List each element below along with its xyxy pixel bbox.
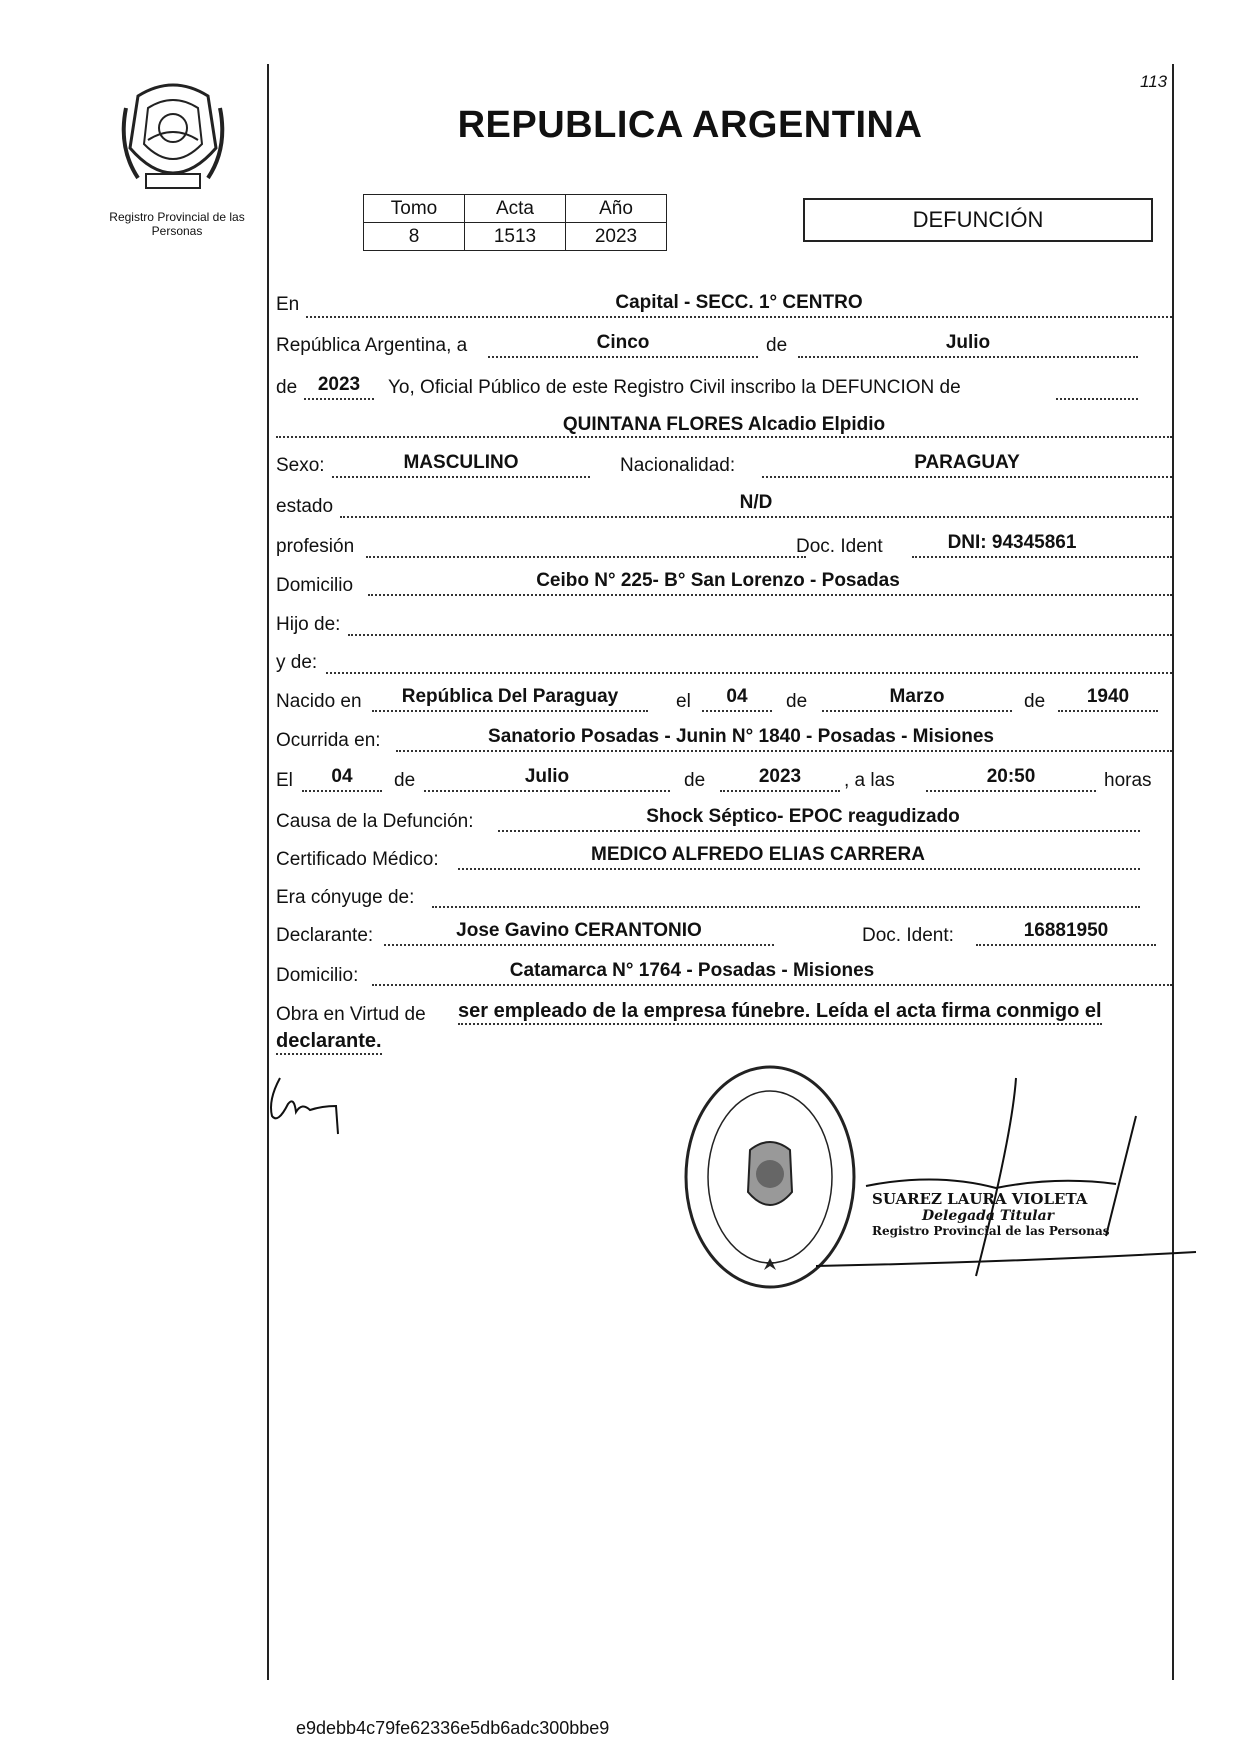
official-title: Delegada Titular bbox=[922, 1208, 1055, 1224]
record-table bbox=[363, 194, 667, 251]
anio-value: 2023 bbox=[317, 374, 361, 395]
causa-value: Shock Séptico- EPOC reagudizado bbox=[646, 806, 960, 827]
certificado-value: MEDICO ALFREDO ELIAS CARRERA bbox=[591, 844, 925, 865]
hijo-field bbox=[348, 610, 1172, 636]
row-obra bbox=[276, 1000, 1176, 1060]
profesion-label: profesión bbox=[276, 536, 355, 557]
en-label: En bbox=[276, 294, 300, 315]
row-fecha-defuncion bbox=[276, 766, 1176, 794]
obra-value-cont: declarante. bbox=[276, 1030, 382, 1055]
def-dia-value: 04 bbox=[331, 766, 353, 787]
nac-anio-value: 1940 bbox=[1086, 686, 1130, 707]
en-value: Capital - SECC. 1° CENTRO bbox=[615, 292, 863, 313]
nacido-label: Nacido en bbox=[276, 691, 362, 712]
republica-label: República Argentina, a bbox=[276, 335, 468, 356]
estado-label: estado bbox=[276, 496, 334, 517]
row-conyuge bbox=[276, 882, 1176, 910]
def-hora-value: 20:50 bbox=[986, 766, 1036, 787]
inscribo-text: Yo, Oficial Público de este Registro Civil inscribo la DEFUNCION de bbox=[388, 377, 961, 398]
acta-header: Acta bbox=[465, 195, 566, 223]
row-en bbox=[276, 292, 1176, 320]
tomo-value: 8 bbox=[364, 223, 465, 251]
def-mes-value: Julio bbox=[524, 766, 570, 787]
def-de2-label: de bbox=[684, 770, 706, 791]
row-estado bbox=[276, 492, 1176, 520]
document-hash: e9debb4c79fe62336e5db6adc300bbe9 bbox=[296, 1718, 610, 1738]
tomo-header: Tomo bbox=[364, 195, 465, 223]
mes-value: Julio bbox=[945, 332, 991, 353]
conyuge-label: Era cónyuge de: bbox=[276, 887, 415, 908]
province-seal-logo bbox=[118, 78, 228, 198]
row-inscribo bbox=[276, 374, 1176, 402]
nacionalidad-value: PARAGUAY bbox=[914, 452, 1020, 473]
acta-value: 1513 bbox=[465, 223, 566, 251]
registry-name: Registro Provincial de las Personas bbox=[109, 210, 245, 238]
official-signature-block bbox=[872, 1190, 1132, 1238]
official-signature bbox=[816, 1076, 1206, 1296]
row-profesion bbox=[276, 532, 1176, 560]
row-hijo bbox=[276, 610, 1176, 638]
nac-de2-label: de bbox=[1024, 691, 1046, 712]
official-name: SUAREZ LAURA VIOLETA bbox=[872, 1190, 1088, 1208]
row-fecha bbox=[276, 332, 1176, 360]
dia-value: Cinco bbox=[596, 332, 650, 353]
domicilio-label: Domicilio bbox=[276, 575, 354, 596]
row-ocurrida bbox=[276, 726, 1176, 754]
page-number: 113 bbox=[1140, 72, 1168, 91]
obra-label: Obra en Virtud de bbox=[276, 1004, 426, 1025]
row-nombre bbox=[276, 412, 1176, 440]
def-de1-label: de bbox=[394, 770, 416, 791]
document-type-box: DEFUNCIÓN bbox=[803, 198, 1153, 242]
row-domicilio bbox=[276, 570, 1176, 598]
sexo-label: Sexo: bbox=[276, 455, 325, 476]
domicilio2-label: Domicilio: bbox=[276, 965, 359, 986]
yde-field bbox=[326, 648, 1172, 674]
el2-label: El bbox=[276, 770, 293, 791]
yde-label: y de: bbox=[276, 652, 318, 673]
profesion-field bbox=[366, 532, 806, 558]
obra-value: ser empleado de la empresa fúnebre. Leída el acta firma conmigo el bbox=[458, 1000, 1102, 1025]
alas-label: , a las bbox=[844, 770, 895, 791]
nacido-value: República Del Paraguay bbox=[401, 686, 619, 707]
document-title: REPUBLICA ARGENTINA bbox=[457, 104, 923, 146]
doc-ident-value: DNI: 94345861 bbox=[947, 532, 1077, 553]
row-declarante bbox=[276, 920, 1176, 948]
hijo-label: Hijo de: bbox=[276, 614, 341, 635]
ocurrida-label: Ocurrida en: bbox=[276, 730, 381, 751]
row-causa bbox=[276, 806, 1176, 834]
declarante-label: Declarante: bbox=[276, 925, 374, 946]
inscribo-field bbox=[1056, 374, 1138, 400]
doc-ident-label: Doc. Ident bbox=[796, 536, 883, 557]
declarante-value: Jose Gavino CERANTONIO bbox=[456, 920, 702, 941]
nac-de1-label: de bbox=[786, 691, 808, 712]
nacionalidad-label: Nacionalidad: bbox=[620, 455, 736, 476]
row-sexo bbox=[276, 452, 1176, 480]
ocurrida-value: Sanatorio Posadas - Junin N° 1840 - Posadas - Misiones bbox=[488, 726, 994, 747]
causa-label: Causa de la Defunción: bbox=[276, 811, 474, 832]
nac-dia-value: 04 bbox=[726, 686, 748, 707]
declarant-signature bbox=[266, 1072, 366, 1142]
sexo-value: MASCULINO bbox=[403, 452, 519, 473]
row-certificado bbox=[276, 844, 1176, 872]
row-nacido bbox=[276, 686, 1176, 714]
decl-doc-label: Doc. Ident: bbox=[862, 925, 954, 946]
anio-value: 2023 bbox=[566, 223, 667, 251]
decl-doc-value: 16881950 bbox=[1023, 920, 1109, 941]
left-margin-line bbox=[267, 64, 269, 1680]
domicilio-value: Ceibo N° 225- B° San Lorenzo - Posadas bbox=[536, 570, 900, 591]
conyuge-field bbox=[432, 882, 1140, 908]
de-label: de bbox=[766, 335, 788, 356]
nac-mes-value: Marzo bbox=[889, 686, 945, 707]
estado-value: N/D bbox=[739, 492, 773, 513]
el-label: el bbox=[676, 691, 691, 712]
row-domicilio-declarante bbox=[276, 960, 1176, 988]
domicilio2-value: Catamarca N° 1764 - Posadas - Misiones bbox=[509, 960, 875, 981]
def-anio-value: 2023 bbox=[758, 766, 802, 787]
horas-label: horas bbox=[1104, 770, 1152, 791]
official-org: Registro Provincial de las Personas bbox=[872, 1224, 1110, 1238]
anio-header: Año bbox=[566, 195, 667, 223]
de2-label: de bbox=[276, 377, 298, 398]
certificado-label: Certificado Médico: bbox=[276, 849, 439, 870]
row-yde bbox=[276, 648, 1176, 676]
nombre-value: QUINTANA FLORES Alcadio Elpidio bbox=[562, 414, 886, 435]
